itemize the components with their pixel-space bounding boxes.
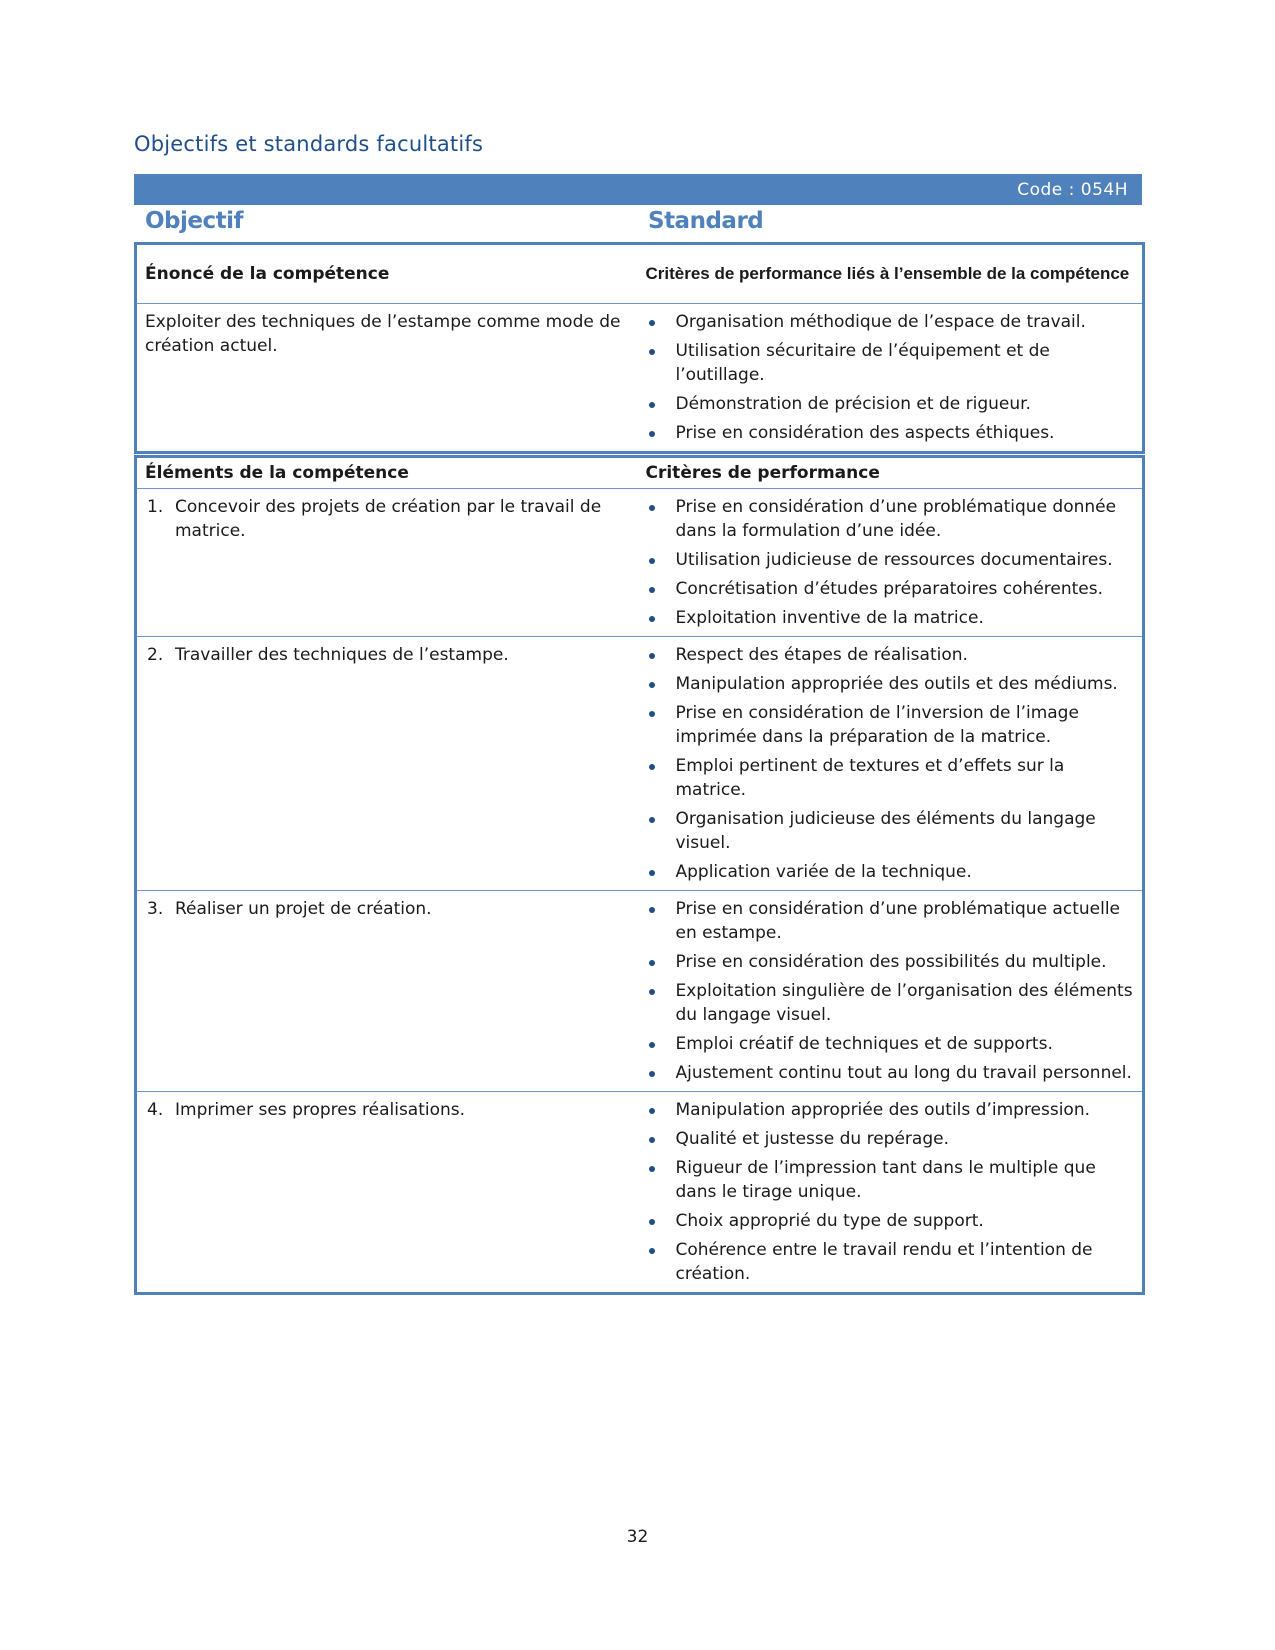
elements-header-right: Critères de performance: [645, 463, 880, 483]
criteria-cell: [638, 1092, 1144, 1294]
criterion-text: Manipulation appropriée des outils et des médiums.: [675, 674, 1118, 694]
criteria-list: [646, 495, 1135, 630]
criteria-cell: [638, 489, 1144, 637]
table-row: [136, 1092, 1144, 1294]
bullet-icon: [649, 711, 655, 717]
competence-statement: Exploiter des techniques de l’estampe comme mode de création actuel.: [136, 304, 638, 453]
table-row: [136, 304, 1144, 453]
criterion-text: Exploitation singulière de l’organisation des éléments du langage visuel.: [675, 981, 1133, 1025]
bullet-icon: [649, 320, 655, 326]
criterion-text: Exploitation inventive de la matrice.: [675, 608, 984, 628]
table-row: [136, 891, 1144, 1092]
criterion-text: Emploi créatif de techniques et de supports.: [675, 1034, 1053, 1054]
criterion-text: Cohérence entre le travail rendu et l’intention de création.: [675, 1240, 1093, 1284]
criterion-text: Utilisation judicieuse de ressources documentaires.: [675, 550, 1113, 570]
bullet-icon: [649, 1071, 655, 1077]
bullet-icon: [649, 616, 655, 622]
list-item: [646, 897, 1135, 945]
list-item: [646, 807, 1135, 855]
list-item: [646, 860, 1135, 884]
criterion-text: Emploi pertinent de textures et d’effets sur la matrice.: [675, 756, 1065, 800]
criteria-cell: [638, 891, 1144, 1092]
list-item: [646, 1209, 1135, 1233]
bullet-icon: [649, 505, 655, 511]
bullet-icon: [649, 431, 655, 437]
criterion-text: Prise en considération de l’inversion de l’image imprimée dans la préparation de la matrice.: [675, 703, 1079, 747]
bullet-icon: [649, 349, 655, 355]
criterion-text: Rigueur de l’impression tant dans le multiple que dans le tirage unique.: [675, 1158, 1096, 1202]
list-item: [646, 672, 1135, 696]
bullet-icon: [649, 587, 655, 593]
bullet-icon: [649, 1219, 655, 1225]
bullet-icon: [649, 682, 655, 688]
bullet-icon: [649, 907, 655, 913]
list-item: [646, 310, 1135, 334]
criterion-text: Choix approprié du type de support.: [675, 1211, 984, 1231]
element-text: Concevoir des projets de création par le travail de matrice.: [175, 497, 602, 541]
list-item: [646, 1127, 1135, 1151]
element-number: 2.: [147, 645, 164, 665]
list-item: [646, 421, 1135, 445]
criteria-list: [646, 897, 1135, 1085]
list-item: [646, 1238, 1135, 1286]
criteria-cell: [638, 637, 1144, 891]
criteria-list: [646, 310, 1135, 445]
bullet-icon: [649, 1166, 655, 1172]
list-item: [646, 979, 1135, 1027]
elements-header-left: Éléments de la compétence: [145, 463, 409, 483]
elements-table: [134, 455, 1145, 1295]
list-item: [646, 606, 1135, 630]
bullet-icon: [649, 960, 655, 966]
list-item: [646, 643, 1135, 667]
criterion-text: Ajustement continu tout au long du travail personnel.: [675, 1063, 1132, 1083]
element-text: Réaliser un projet de création.: [175, 899, 432, 919]
list-item: [646, 577, 1135, 601]
criterion-text: Respect des étapes de réalisation.: [675, 645, 968, 665]
criterion-text: Concrétisation d’études préparatoires cohérentes.: [675, 579, 1104, 599]
bullet-icon: [649, 989, 655, 995]
bullet-icon: [649, 817, 655, 823]
list-item: [646, 1156, 1135, 1204]
list-item: [646, 1032, 1135, 1056]
element-cell: [136, 637, 638, 891]
criterion-text: Prise en considération des aspects éthiques.: [675, 423, 1055, 443]
criterion-text: Prise en considération d’une problématique donnée dans la formulation d’une idée.: [675, 497, 1117, 541]
element-cell: [136, 891, 638, 1092]
bullet-icon: [649, 764, 655, 770]
criterion-text: Prise en considération d’une problématique actuelle en estampe.: [675, 899, 1120, 943]
statement-header-right: Critères de performance liés à l’ensemble de la compétence: [645, 264, 1130, 283]
code-band: [134, 174, 1142, 205]
table-row: [136, 489, 1144, 637]
list-item: [646, 754, 1135, 802]
element-text: Travailler des techniques de l’estampe.: [175, 645, 509, 665]
objectif-heading: Objectif: [145, 208, 244, 234]
element-number: 3.: [147, 899, 164, 919]
element-text: Imprimer ses propres réalisations.: [175, 1100, 466, 1120]
criteria-list: [646, 643, 1135, 884]
criterion-text: Démonstration de précision et de rigueur.: [675, 394, 1031, 414]
bullet-icon: [649, 870, 655, 876]
page-number: 32: [626, 1527, 649, 1547]
list-item: [646, 495, 1135, 543]
standard-heading: Standard: [648, 208, 764, 234]
criterion-text: Utilisation sécuritaire de l’équipement et de l’outillage.: [675, 341, 1050, 385]
criterion-text: Organisation méthodique de l’espace de travail.: [675, 312, 1086, 332]
bullet-icon: [649, 1042, 655, 1048]
criterion-text: Organisation judicieuse des éléments du langage visuel.: [675, 809, 1096, 853]
list-item: [646, 950, 1135, 974]
bullet-icon: [649, 558, 655, 564]
criterion-text: Application variée de la technique.: [675, 862, 972, 882]
element-number: 4.: [147, 1100, 164, 1120]
criterion-text: Qualité et justesse du repérage.: [675, 1129, 949, 1149]
element-cell: [136, 489, 638, 637]
statement-table-header: [136, 244, 1144, 304]
bullet-icon: [649, 1248, 655, 1254]
bullet-icon: [649, 653, 655, 659]
elements-table-header: [136, 457, 1144, 489]
element-number: 1.: [147, 497, 164, 517]
element-cell: [136, 1092, 638, 1294]
bullet-icon: [649, 1108, 655, 1114]
list-item: [646, 392, 1135, 416]
criterion-text: Prise en considération des possibilités du multiple.: [675, 952, 1107, 972]
page-title: Objectifs et standards facultatifs: [134, 132, 484, 156]
criteria-cell: [638, 304, 1144, 453]
course-code: Code : 054H: [1017, 180, 1128, 200]
list-item: [646, 701, 1135, 749]
list-item: [646, 548, 1135, 572]
bullet-icon: [649, 1137, 655, 1143]
table-row: [136, 637, 1144, 891]
list-item: [646, 339, 1135, 387]
bullet-icon: [649, 402, 655, 408]
list-item: [646, 1061, 1135, 1085]
statement-table: [134, 242, 1145, 454]
list-item: [646, 1098, 1135, 1122]
criterion-text: Manipulation appropriée des outils d’impression.: [675, 1100, 1091, 1120]
statement-header-left: Énoncé de la compétence: [145, 264, 390, 284]
criteria-list: [646, 1098, 1135, 1286]
